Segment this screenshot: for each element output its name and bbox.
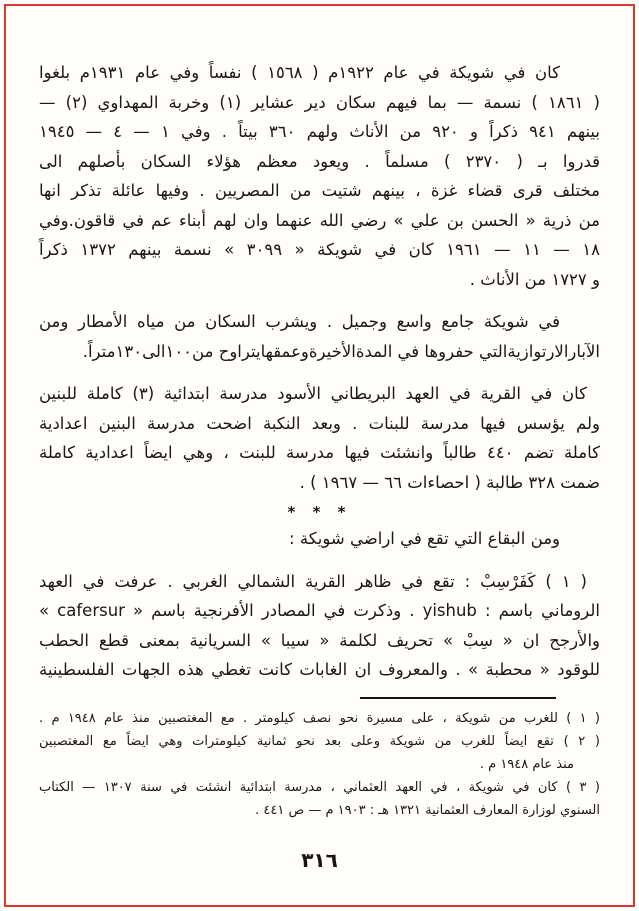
body-line: كان في شويكة في عام ١٩٢٢م ( ١٥٦٨ ) نفساً وفي عام ١٩٣١م بلغوا	[39, 63, 560, 82]
body-line: من ذرية « الحسن بن علي » رضي الله عنهما وان لهم أبناء عم في قاقون.وفي	[39, 210, 600, 230]
body-line: الروماني باسم : yishub . وذكرت في المصادر الأفرنجية باسم « cafersur »	[39, 601, 600, 620]
paragraph-water	[39, 307, 600, 366]
paragraph-localities-intro	[39, 524, 600, 554]
paragraph-schools	[39, 379, 600, 497]
paragraph-population	[39, 58, 600, 294]
body-line: ولم يؤسس فيها مدرسة للبنات . وبعد النكبة اضحت مدرسة البنين اعدادية	[39, 413, 600, 433]
body-line: كاملة تضم ٤٤٠ طالباً وانشئت فيها مدرسة للبنت ، وهي ايضاً اعدادية كاملة	[39, 443, 600, 462]
body-line: ( ١٨٦١ ) نسمة — بما فيهم سكان دير عشاير (١) وخربة المهداوي (٢) —	[39, 92, 600, 112]
body-line: في شويكة جامع واسع وجميل . ويشرب السكان من مياه الأمطار ومن	[39, 312, 560, 331]
footnotes	[39, 707, 600, 822]
body-line: مختلف قرى قضاء غزة ، بينهم شتيت من المصريين . وفيها عائلة تذكر انها	[39, 181, 600, 200]
body-line: و ١٧٢٧ من الأناث .	[469, 269, 600, 289]
footnote-2-line: ( ٢ ) تقع ايضاً للغرب من شويكة وعلى بعد نحو ثمانية كيلومترات وهي ايضاً مع المغتصبين	[39, 733, 600, 749]
body-line: ١٨ — ١١ — ١٩٦١ كان في شويكة « ٣٠٩٩ » نسمة بينهم ١٣٧٢ ذكراً	[39, 240, 601, 259]
footnote-2-line: منذ عام ١٩٤٨ م .	[479, 756, 574, 772]
footnote-3-line: السنوي لوزارة المعارف العثمانية ١٣٢١ هـ : ١٩٠٣ م — ص ٤٤١ .	[255, 802, 600, 818]
page-number: ٣١٦	[301, 847, 338, 872]
body-line: للوقود « محطبة » . والمعروف ان الغابات كانت تغطي هذه الجهات الفلسطينية	[39, 660, 600, 679]
body-line: الآبارالارتوازيةالتي حفروها في المدةالأخيرةوعمقهايتراوح من١٠٠الى١٣٠متراً.	[82, 341, 600, 361]
body-line: والأرجح ان « سِبْ » تحريف لكلمة « سيبا » السريانية بمعنى قطع الحطب	[39, 630, 600, 650]
body-line: بينهم ٩٤١ ذكراً و ٩٢٠ من الأناث ولهم ٣٦٠ بيتاً . وفي ١ — ٤ — ١٩٤٥	[39, 122, 600, 141]
paragraph-kafarsib	[39, 567, 600, 685]
body-line: قدروا بـ ( ٢٣٧٠ ) مسلماً . ويعود معظم هؤلاء السكان بأصلهم الى	[39, 151, 600, 171]
footnote-1-line: ( ١ ) للغرب من شويكة ، على مسيرة نحو نصف كيلومتر . مع المغتصبين منذ عام ١٩٤٨ م .	[39, 710, 600, 726]
body-line: كان في القرية في العهد البريطاني الأسود مدرسة ابتدائية (٣) كاملة للبنين	[39, 384, 587, 403]
body-line: ضمت ٣٢٨ طالبة ( احصاءات ٦٦ — ١٩٦٧ ) .	[299, 472, 600, 492]
body-line: ( ١ ) كَفَرْسِبْ : تقع في ظاهر القرية الشمالي الغربي . عرفت في العهد	[39, 571, 587, 591]
footnote-separator-rule	[360, 697, 556, 699]
body-line: ومن البقاع التي تقع في اراضي شويكة :	[289, 529, 560, 548]
footnote-3-line: ( ٣ ) كان في شويكة ، في العهد العثماني ، مدرسة ابتدائية انشئت في سنة ١٣٠٧ — الكتاب	[39, 779, 600, 795]
text-block	[39, 58, 600, 872]
section-divider-asterisks: * * *	[287, 503, 352, 521]
